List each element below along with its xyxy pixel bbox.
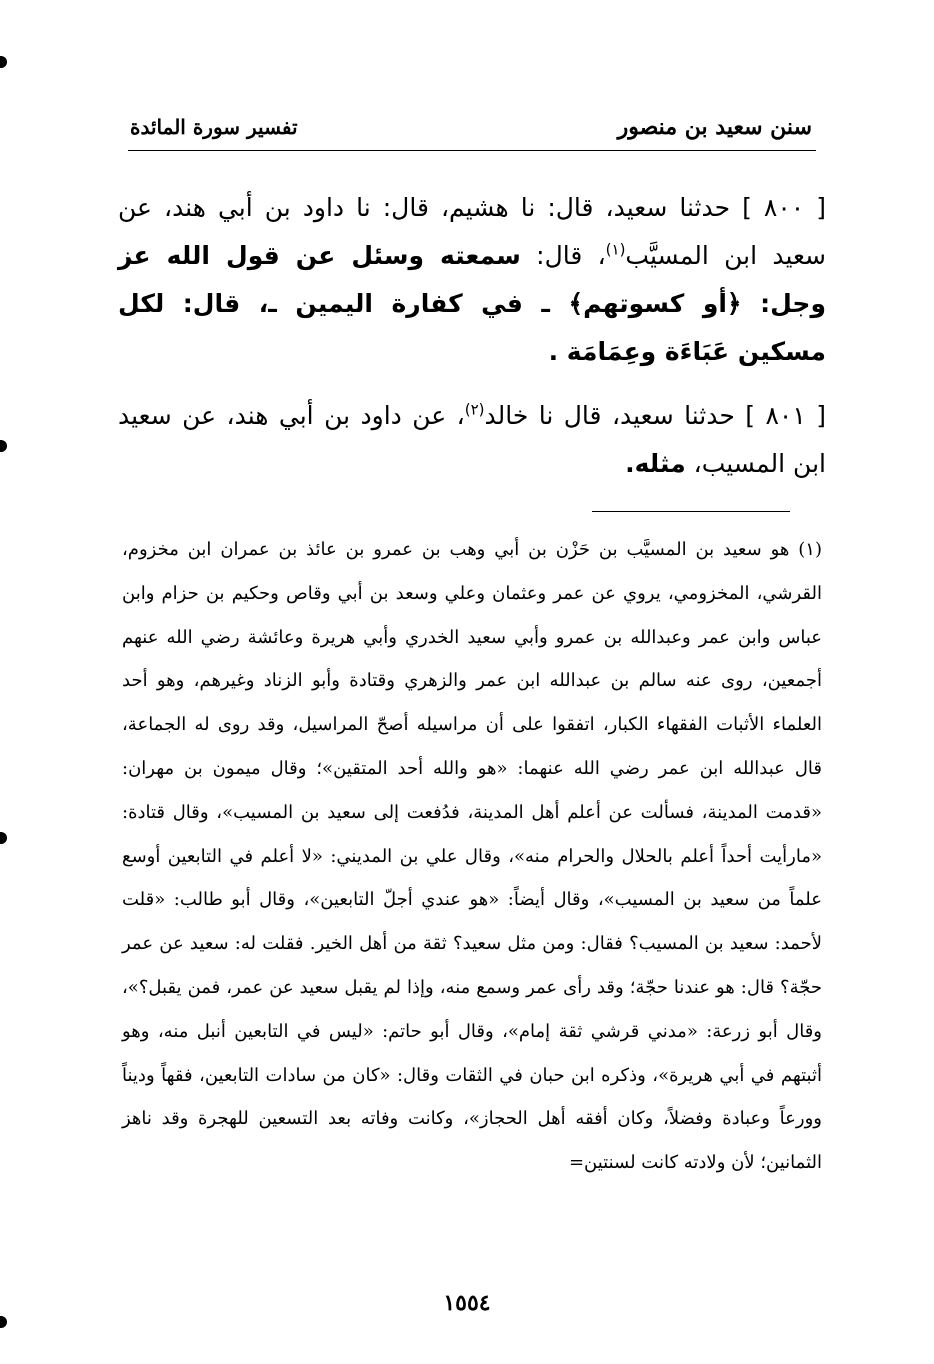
hadith-number: [ ٨٠١ ]: [734, 401, 826, 430]
footnote-divider: [592, 511, 790, 512]
footnote-text: هو سعيد بن المسيَّب بن حَزْن بن أبي وهب بن عمرو بن عائذ بن عمران ابن مخزوم، القرشي، المخزومي، يروي عن عمر وعثمان وعلي وسعد بن أبي وقاص وحكيم بن حزام وابن عباس وابن عمر وعبدالله بن عمرو وأبي سعيد الخدري وأبي هريرة وعائشة رضي الله عنهم أجمعين، روى عنه سالم بن عبدالله ابن عمر والزهري وقتادة وأبو الزناد وغيرهم، وهو أحد العلماء الأثبات الفقهاء الكبار، اتفقوا على أن مراسيله أصحّ المراسيل، وقد روى له الجماعة، قال عبدالله ابن عمر رضي الله عنهما: «هو والله أحد المتقين»؛ وقال ميمون بن مهران: «قدمت المدينة، فسألت عن أعلم أهل المدينة، فدُفعت إلى سعيد بن المسيب»، وقال قتادة: «مارأيت أحداً أعلم بالحلال والحرام منه»، وقال علي بن المديني: «لا أعلم في التابعين أوسع علماً من سعيد بن المسيب»، وقال أيضاً: «هو عندي أجلّ التابعين»، وقال أبو طالب: «قلت لأحمد: سعيد بن المسيب؟ فقال: ومن مثل سعيد؟ ثقة من أهل الخير. فقلت له: سعيد عن عمر حجّة؟ قال: هو عندنا حجّة؛ وقد رأى عمر وسمع منه، وإذا لم يقبل سعيد عن عمر، فمن يقبل؟»، وقال أبو زرعة: «مدني قرشي ثقة إمام»، وقال أبو حاتم: «ليس في التابعين أنبل منه، وهو أثبتهم في أبي هريرة»، وذكره ابن حبان في الثقات وقال: «كان من سادات التابعين، فقهاً وديناً وورعاً وعبادة وفضلاً، وكان أفقه أهل الحجاز»، وكانت وفاته بعد التسعين للهجرة وقد ناهز الثمانين؛ لأن ولادته كانت لسنتين=: [122, 539, 823, 1174]
section-title: تفسير سورة المائدة: [130, 115, 298, 139]
scan-edge-mark: [0, 440, 7, 452]
book-title: سنن سعيد بن منصور: [617, 114, 812, 140]
hadith-number: [ ٨٠٠ ]: [730, 193, 827, 222]
hadith-isnad: حدثنا سعيد، قال: نا هشيم، قال: نا داود بن أبي هند، عن سعيد: [118, 193, 827, 270]
scan-edge-mark: [0, 832, 7, 844]
hadith-isnad: ابن المسيَّب: [625, 241, 758, 270]
page-number: ١٥٥٤: [443, 1290, 491, 1316]
running-header: [130, 112, 812, 152]
hadith-801: [118, 392, 826, 488]
header-divider: [128, 150, 816, 151]
footnote-marker: (١): [798, 539, 822, 560]
hadith-isnad: ، قال:: [520, 241, 606, 270]
hadith-matn: سمعته وسئل عن قول الله عز وجل: ﴿أو كسوتهم﴾ ـ في كفارة اليمين ـ، قال: لكل مسكين عَبَاءَة وعِمَامَة .: [118, 241, 826, 366]
scan-edge-mark: [0, 56, 7, 68]
footnote-ref: (٢): [464, 400, 485, 419]
hadith-800: [118, 184, 826, 376]
hadith-isnad: حدثنا سعيد، قال نا خالد: [484, 401, 735, 430]
hadith-isnad: ، عن داود بن أبي هند، عن سعيد ابن المسيب،: [118, 401, 826, 478]
hadith-matn: مثله.: [625, 449, 686, 478]
scan-edge-mark: [0, 1316, 7, 1328]
footnote-ref: (١): [605, 240, 626, 259]
footnote-1: [122, 528, 822, 1185]
